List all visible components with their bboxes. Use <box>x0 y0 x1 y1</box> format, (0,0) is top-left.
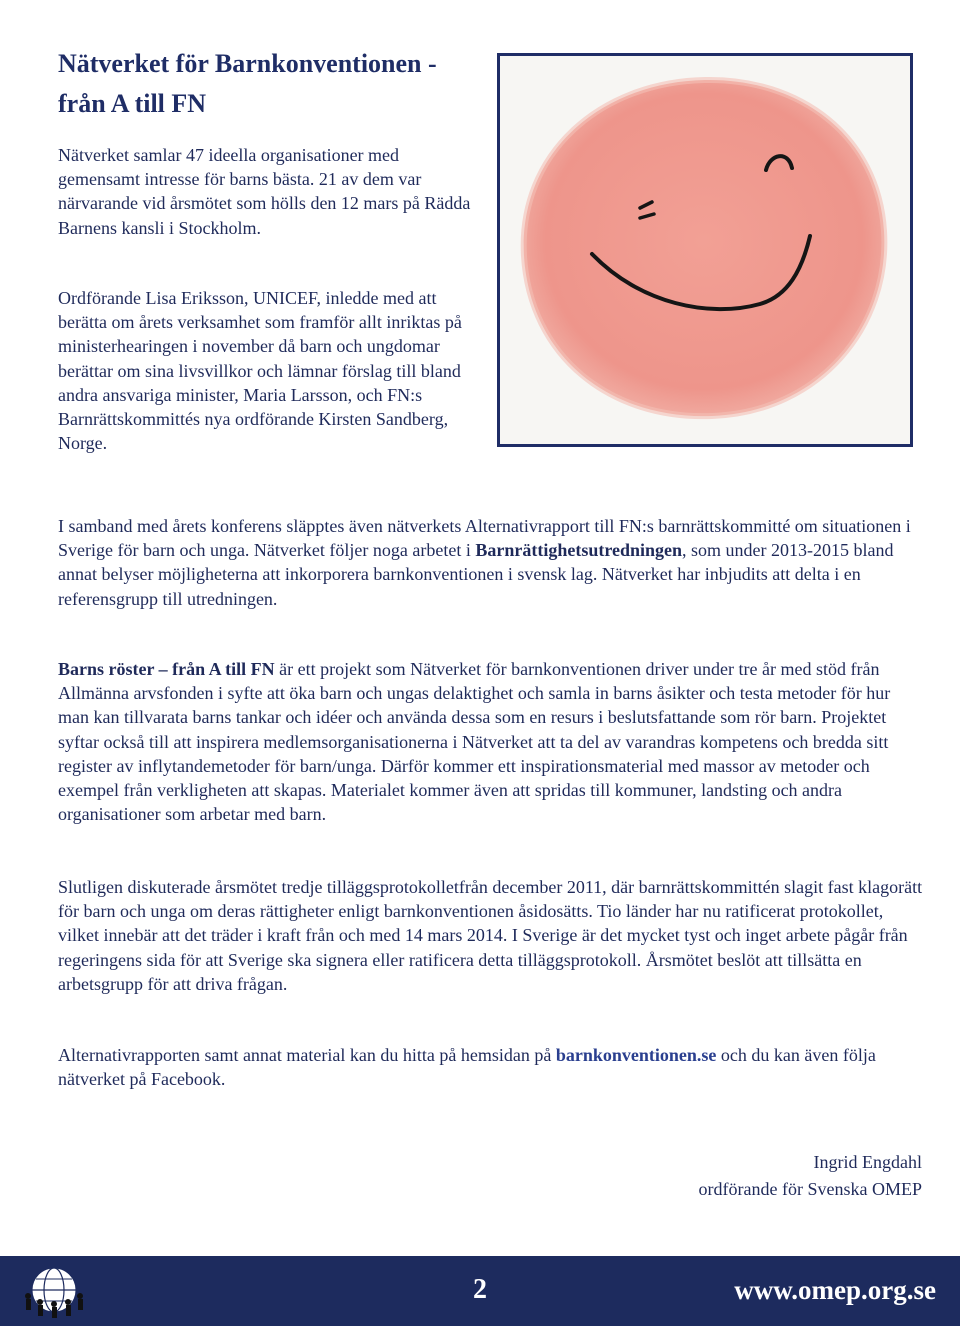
barns-roster-paragraph: Barns röster – från A till FN är ett projekt som Nätverket för barnkonventionen driver under tre år med stöd från Allmänna arvsfonden i syfte att öka barn och ungas delaktighet och samla in barns åsikter och testa metoder för hur man kan tillvarata barns tankar och idéer och använda dessa som en resurs i beslutsfattande som rör barn. Projektet syftar också till att inspirera medlemsorganisationerna i Nätverket att ta del av varandras kompetens och bredda sitt register av inflytandemetoder för barn/unga. Därför kommer ett inspirationsmaterial med massor av metoder och exempel från verkligheten att skapas. Materialet kommer även att spridas till kommuner, landsting och andra organisationer som arbetar med barn. <box>58 659 891 825</box>
smiley-illustration <box>497 53 913 447</box>
page-title <box>58 44 498 124</box>
chair-paragraph: Ordförande Lisa Eriksson, UNICEF, inledde med att berätta om årets verksamhet som framför allt inriktas på ministerhearingen i november då barn och ungdomar berättar om sina livsvillkor och lämnar förslag till bland andra ansvariga minister, Maria Larsson, och FN:s Barnrättskommittés nya ordförande Kirsten Sandberg, Norge. <box>58 288 462 454</box>
signature <box>699 1149 922 1203</box>
title-line-1: Nätverket för Barnkonventionen - <box>58 49 437 78</box>
barnrattighetsutredningen-label: Barnrättighetsutredningen <box>475 540 683 561</box>
protocol-paragraph: Slutligen diskuterade årsmötet tredje tilläggsprotokolletfrån december 2011, där barnrättskommittén slagit fast klagorätt för barn och unga om deras rättigheter enligt barnkonventionen åsidosätts. Tio länder har nu ratificerat protokollet, vilket innebär att det träder i kraft från och med 14 mars 2014. I Sverige är det mycket tyst och inget arbete pågår från regeringens sida för att Sverige ska signera eller ratificera detta tilläggsprotokoll. Årsmötet beslöt att tillsätta en arbetsgrupp för att driva frågan. <box>58 877 923 994</box>
conference-paragraph: I samband med årets konferens släpptes även nätverkets Alternativrapport till FN:s barnrättskommitté om situationen i Sverige för barn och unga. Nätverket följer noga arbetet i Barnrättighetsutredningen, som under 2013-2015 bland annat belyser möjligheterna att inkorporera barnkonventionen i svensk lag. Nätverket har inbjudits att delta i en referensgrupp till utredningen. <box>58 516 911 609</box>
smiley-face-drawing-icon <box>500 56 910 444</box>
alternative-report-paragraph: Alternativrapporten samt annat material kan du hitta på hemsidan på barnkonventionen.se och du kan även följa nätverket på Facebook. <box>58 1045 876 1090</box>
footer-url[interactable]: www.omep.org.se <box>734 1275 936 1305</box>
page-number: 2 <box>473 1274 487 1305</box>
title-line-2: från A till FN <box>58 89 207 118</box>
barnkonventionen-link[interactable]: barnkonventionen.se <box>555 1045 717 1065</box>
intro-paragraph: Nätverket samlar 47 ideella organisationer med gemensamt intresse för barns bästa. 21 av dem var närvarande vid årsmötet som hölls den 12 mars på Rädda Barnens kansli i Stockholm. <box>58 145 471 238</box>
signature-role: ordförande för Svenska OMEP <box>698 1179 922 1199</box>
signature-name: Ingrid Engdahl <box>813 1152 922 1172</box>
project-name: Barns röster – från A till FN <box>58 659 275 679</box>
page-footer <box>0 1256 960 1326</box>
